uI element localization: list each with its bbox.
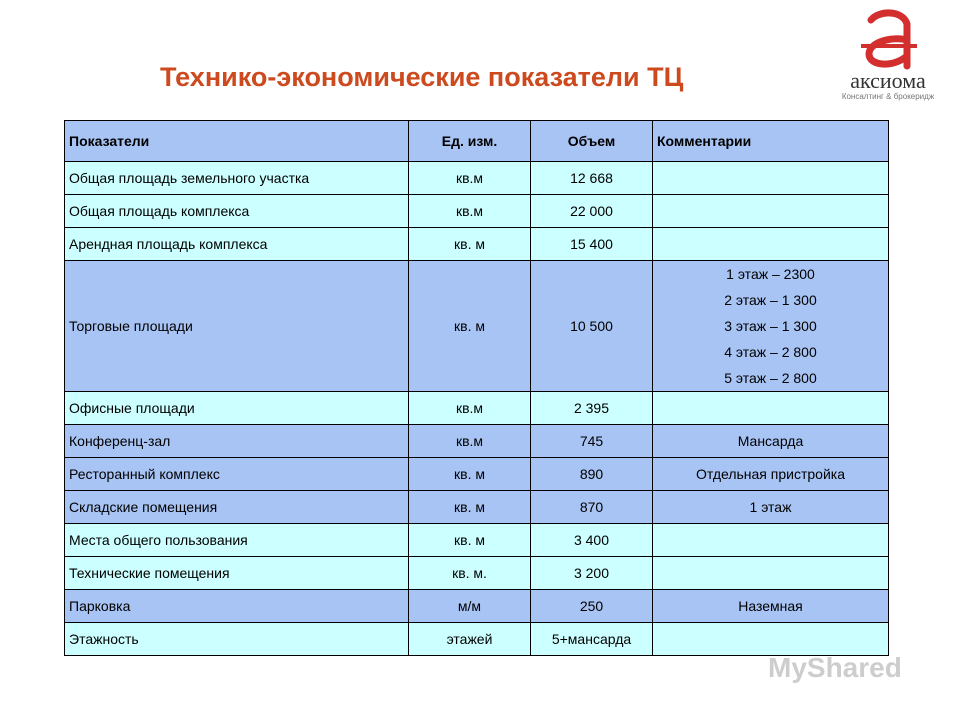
row-volume: 12 668 — [531, 162, 653, 195]
row-unit: кв.м — [409, 162, 531, 195]
row-volume: 3 200 — [531, 557, 653, 590]
row-unit: этажей — [409, 623, 531, 656]
row-indicator: Места общего пользования — [65, 524, 409, 557]
row-comment — [653, 557, 889, 590]
header-volume: Объем — [531, 121, 653, 162]
row-unit: кв.м — [409, 195, 531, 228]
table-row — [65, 228, 889, 261]
table-row — [65, 425, 889, 458]
indicators-table — [64, 120, 889, 656]
row-comment — [653, 195, 889, 228]
row-comment — [653, 623, 889, 656]
page-title: Технико-экономические показатели ТЦ — [160, 62, 684, 92]
row-comment: Наземная — [653, 590, 889, 623]
row-volume: 745 — [531, 425, 653, 458]
row-indicator: Общая площадь земельного участка — [65, 162, 409, 195]
table-row — [65, 195, 889, 228]
row-volume: 2 395 — [531, 392, 653, 425]
row-indicator: Складские помещения — [65, 491, 409, 524]
row-indicator: Офисные площади — [65, 392, 409, 425]
row-unit: кв. м — [409, 228, 531, 261]
row-volume: 870 — [531, 491, 653, 524]
row-volume: 890 — [531, 458, 653, 491]
floor-line: 4 этаж – 2 800 — [724, 344, 817, 360]
row-indicator: Общая площадь комплекса — [65, 195, 409, 228]
row-volume: 250 — [531, 590, 653, 623]
table-row — [65, 491, 889, 524]
row-unit: кв.м — [409, 392, 531, 425]
table-row — [65, 392, 889, 425]
logo-tagline: Консалтинг & брокеридж — [841, 92, 935, 101]
floor-line: 1 этаж – 2300 — [726, 266, 815, 282]
header-indicator: Показатели — [65, 121, 409, 162]
row-comment — [653, 162, 889, 195]
row-unit: кв. м — [409, 524, 531, 557]
row-unit: кв. м — [409, 491, 531, 524]
header-unit: Ед. изм. — [409, 121, 531, 162]
logo — [816, 0, 960, 108]
row-comment: Отдельная пристройка — [653, 458, 889, 491]
row-indicator: Парковка — [65, 590, 409, 623]
floor-line: 5 этаж – 2 800 — [724, 370, 817, 386]
row-comment — [653, 392, 889, 425]
row-comment — [653, 228, 889, 261]
row-unit: м/м — [409, 590, 531, 623]
table-row — [65, 261, 889, 392]
table-row — [65, 162, 889, 195]
row-volume: 15 400 — [531, 228, 653, 261]
row-unit: кв. м. — [409, 557, 531, 590]
table-row — [65, 557, 889, 590]
row-indicator: Этажность — [65, 623, 409, 656]
aksioma-logo-icon — [853, 6, 923, 72]
row-unit: кв. м — [409, 458, 531, 491]
row-indicator: Арендная площадь комплекса — [65, 228, 409, 261]
floor-line: 2 этаж – 1 300 — [724, 292, 817, 308]
table-row — [65, 524, 889, 557]
row-volume: 3 400 — [531, 524, 653, 557]
table-row — [65, 590, 889, 623]
row-comment: Мансарда — [653, 425, 889, 458]
row-indicator: Конференц-зал — [65, 425, 409, 458]
row-comment — [653, 524, 889, 557]
header-comment: Комментарии — [653, 121, 889, 162]
row-indicator: Технические помещения — [65, 557, 409, 590]
row-unit: кв. м — [409, 261, 531, 392]
table-row — [65, 458, 889, 491]
row-volume: 22 000 — [531, 195, 653, 228]
row-volume: 5+мансарда — [531, 623, 653, 656]
table-header-row — [65, 121, 889, 162]
row-indicator: Ресторанный комплекс — [65, 458, 409, 491]
row-unit: кв.м — [409, 425, 531, 458]
table-row — [65, 623, 889, 656]
row-comment-floors — [653, 261, 889, 392]
floor-line: 3 этаж – 1 300 — [724, 318, 817, 334]
row-indicator: Торговые площади — [65, 261, 409, 392]
watermark: MyShared — [768, 652, 902, 683]
logo-name: аксиома — [850, 68, 926, 93]
row-volume: 10 500 — [531, 261, 653, 392]
row-comment: 1 этаж — [653, 491, 889, 524]
